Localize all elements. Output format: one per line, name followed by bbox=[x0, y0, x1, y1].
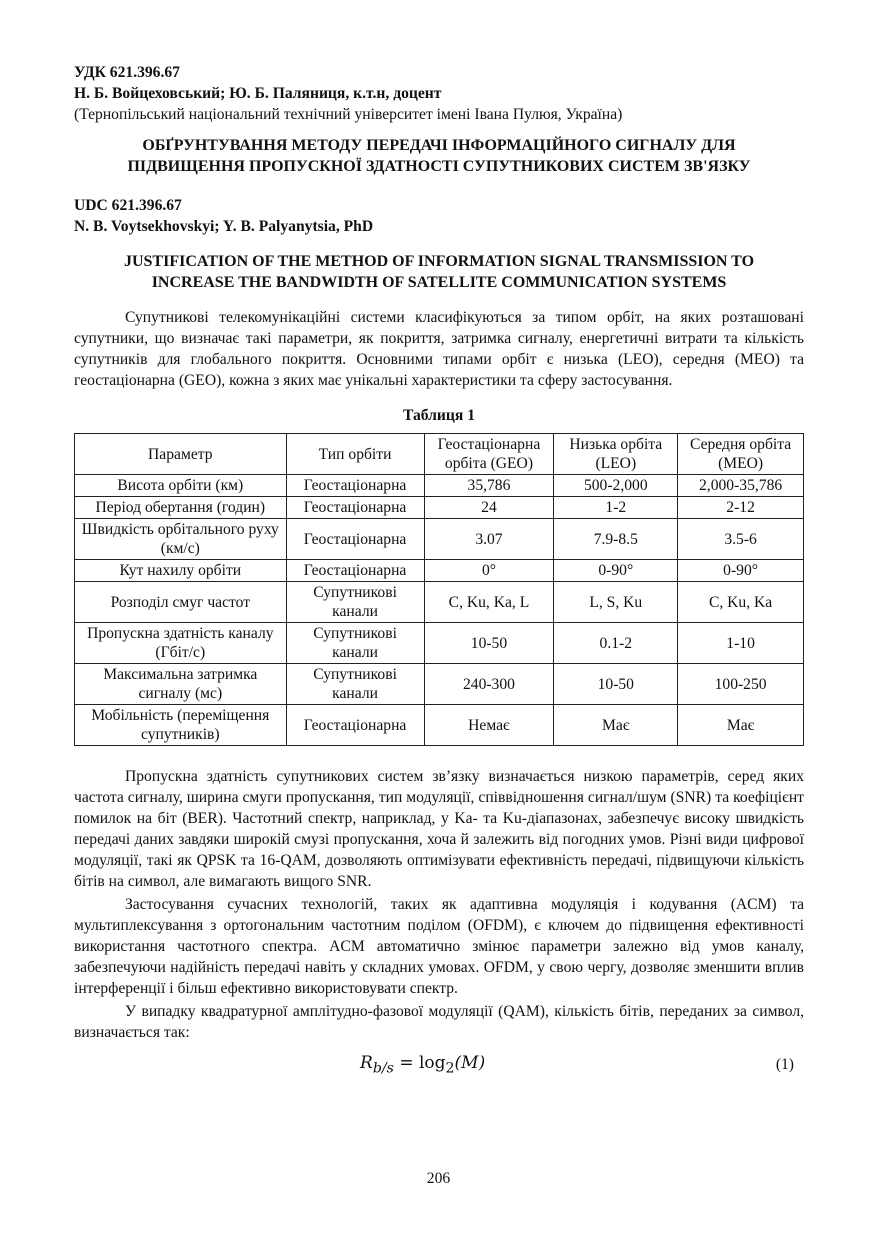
table-cell: Супутникові канали bbox=[286, 582, 424, 623]
header-cell: Геостаціонарна орбіта (GEO) bbox=[424, 434, 554, 475]
table-cell: Мобільність (переміщення супутників) bbox=[75, 705, 287, 746]
table-cell: 1-2 bbox=[554, 497, 678, 519]
header-cell: Тип орбіти bbox=[286, 434, 424, 475]
table-cell: 0-90° bbox=[554, 560, 678, 582]
table-row bbox=[75, 705, 804, 746]
title-ua-line1: ОБҐРУНТУВАННЯ МЕТОДУ ПЕРЕДАЧІ ІНФОРМАЦІЙНОГО СИГНАЛУ ДЛЯ bbox=[142, 137, 736, 154]
table-cell: Швидкість орбітального руху (км/с) bbox=[75, 519, 287, 560]
table-caption: Таблиця 1 bbox=[402, 407, 476, 424]
table-cell: C, Ku, Ka, L bbox=[424, 582, 554, 623]
table-cell: Кут нахилу орбіти bbox=[75, 560, 287, 582]
table-cell: 10-50 bbox=[424, 623, 554, 664]
table-cell: 7.9-8.5 bbox=[554, 519, 678, 560]
paragraph-1: Супутникові телекомунікаційні системи класифікуються за типом орбіт, на яких розташовані супутники, що визначає такі параметри, як покриття, затримка сигналу, енергетичні витрати та кількість супутників для глобального покриття. Основними типами орбіт є низька (LEO), середня (MEO) та геостаціонарна (GEO), кожна з яких має унікальні характеристики та сферу застосування. bbox=[74, 309, 804, 389]
formula-rhs: = log bbox=[399, 1053, 446, 1073]
title-en bbox=[74, 251, 804, 293]
table-cell: Геостаціонарна bbox=[286, 560, 424, 582]
formula-expression bbox=[360, 1053, 485, 1079]
header-cell: Параметр bbox=[75, 434, 287, 475]
table-cell: Пропускна здатність каналу (Гбіт/с) bbox=[75, 623, 287, 664]
table-cell: L, S, Ku bbox=[554, 582, 678, 623]
table-cell: 1-10 bbox=[678, 623, 804, 664]
title-en-line1: JUSTIFICATION OF THE METHOD OF INFORMATION SIGNAL TRANSMISSION TO bbox=[123, 253, 755, 270]
table-cell: Період обертання (годин) bbox=[75, 497, 287, 519]
table-row bbox=[75, 664, 804, 705]
page-number: 206 bbox=[426, 1170, 451, 1187]
table-row bbox=[75, 560, 804, 582]
affiliation-ua: (Тернопільський національний технічний університет імені Івана Пулюя, Україна) bbox=[74, 106, 623, 123]
table-cell: Висота орбіти (км) bbox=[75, 475, 287, 497]
paragraph-3: Застосування сучасних технологій, таких як адаптивна модуляція і кодування (ACM) та мультиплексування з ортогональним частотним поділом (OFDM), є ключем до підвищення ефективності використання частотного спектра. ACM автоматично змінює параметри залежно від умов каналу, забезпечуючи надійність передачі навіть у складних умовах. OFDM, у свою чергу, дозволяє зменшити вплив інтерференції і більш ефективно використовувати спектр. bbox=[74, 896, 804, 997]
authors-en: N. B. Voytsekhovskyi; Y. B. Palyanytsia, PhD bbox=[74, 218, 374, 235]
table-row bbox=[75, 582, 804, 623]
title-en-line2: INCREASE THE BANDWIDTH OF SATELLITE COMMUNICATION SYSTEMS bbox=[151, 274, 727, 291]
table-cell: Геостаціонарна bbox=[286, 519, 424, 560]
table-cell: 0° bbox=[424, 560, 554, 582]
formula-rhs-sub: 2 bbox=[445, 1060, 455, 1077]
table-cell: Супутникові канали bbox=[286, 623, 424, 664]
table-cell: 240-300 bbox=[424, 664, 554, 705]
table-cell: 500-2,000 bbox=[554, 475, 678, 497]
table-row bbox=[75, 497, 804, 519]
table-cell: Має bbox=[678, 705, 804, 746]
table-header-row bbox=[75, 434, 804, 475]
table-cell: 0.1-2 bbox=[554, 623, 678, 664]
table-cell: Має bbox=[554, 705, 678, 746]
table-cell: 10-50 bbox=[554, 664, 678, 705]
table-cell: Розподіл смуг частот bbox=[75, 582, 287, 623]
table-cell: Максимальна затримка сигналу (мс) bbox=[75, 664, 287, 705]
table-row bbox=[75, 475, 804, 497]
header-cell: Середня орбіта (MEO) bbox=[678, 434, 804, 475]
table-row bbox=[75, 519, 804, 560]
orbit-comparison-table bbox=[74, 433, 804, 746]
formula-lhs-sub: b/s bbox=[372, 1060, 394, 1077]
table-cell: 3.5-6 bbox=[678, 519, 804, 560]
table-cell: Супутникові канали bbox=[286, 664, 424, 705]
table-cell: 3.07 bbox=[424, 519, 554, 560]
table-cell: 24 bbox=[424, 497, 554, 519]
authors-ua: Н. Б. Войцеховський; Ю. Б. Паляниця, к.т.н, доцент bbox=[74, 85, 442, 102]
title-ua-line2: ПІДВИЩЕННЯ ПРОПУСКНОЇ ЗДАТНОСТІ СУПУТНИКОВИХ СИСТЕМ ЗВ'ЯЗКУ bbox=[127, 158, 751, 175]
table-row bbox=[75, 623, 804, 664]
table-cell: Геостаціонарна bbox=[286, 497, 424, 519]
table-cell: C, Ku, Ka bbox=[678, 582, 804, 623]
paragraph-4: У випадку квадратурної амплітудно-фазової модуляції (QAM), кількість бітів, переданих за символ, визначається так: bbox=[74, 1003, 804, 1041]
formula-number: (1) bbox=[775, 1056, 794, 1073]
table-cell: 100-250 bbox=[678, 664, 804, 705]
paper-page bbox=[74, 62, 804, 1079]
table-cell: 2,000-35,786 bbox=[678, 475, 804, 497]
header-cell: Низька орбіта (LEO) bbox=[554, 434, 678, 475]
paragraph-2: Пропускна здатність супутникових систем зв’язку визначається низкою параметрів, серед яких частота сигналу, ширина смуги пропускання, тип модуляції, співвідношення сигнал/шум (SNR) та коефіцієнт помилок на біт (BER). Частотний спектр, наприклад, у Ka- та Ku-діапазонах, забезпечує високу швидкість передачі даних завдяки широкій смузі пропускання, хоча й залежить від погодних умов. Різні види цифрової модуляції, такі як QPSK та 16-QAM, дозволяють оптимізувати ефективність передачі, підвищуючи кількість бітів на символ, але вимагають вищого SNR. bbox=[74, 768, 804, 890]
udc-en: UDC 621.396.67 bbox=[74, 197, 182, 214]
table-cell: Немає bbox=[424, 705, 554, 746]
formula-arg: (M) bbox=[454, 1053, 486, 1073]
table-cell: 35,786 bbox=[424, 475, 554, 497]
udc-ua: УДК 621.396.67 bbox=[74, 64, 180, 81]
formula-1 bbox=[74, 1051, 804, 1079]
table-cell: 0-90° bbox=[678, 560, 804, 582]
formula-lhs: R bbox=[360, 1053, 373, 1073]
title-ua bbox=[74, 135, 804, 177]
table-cell: 2-12 bbox=[678, 497, 804, 519]
table-cell: Геостаціонарна bbox=[286, 475, 424, 497]
table-cell: Геостаціонарна bbox=[286, 705, 424, 746]
